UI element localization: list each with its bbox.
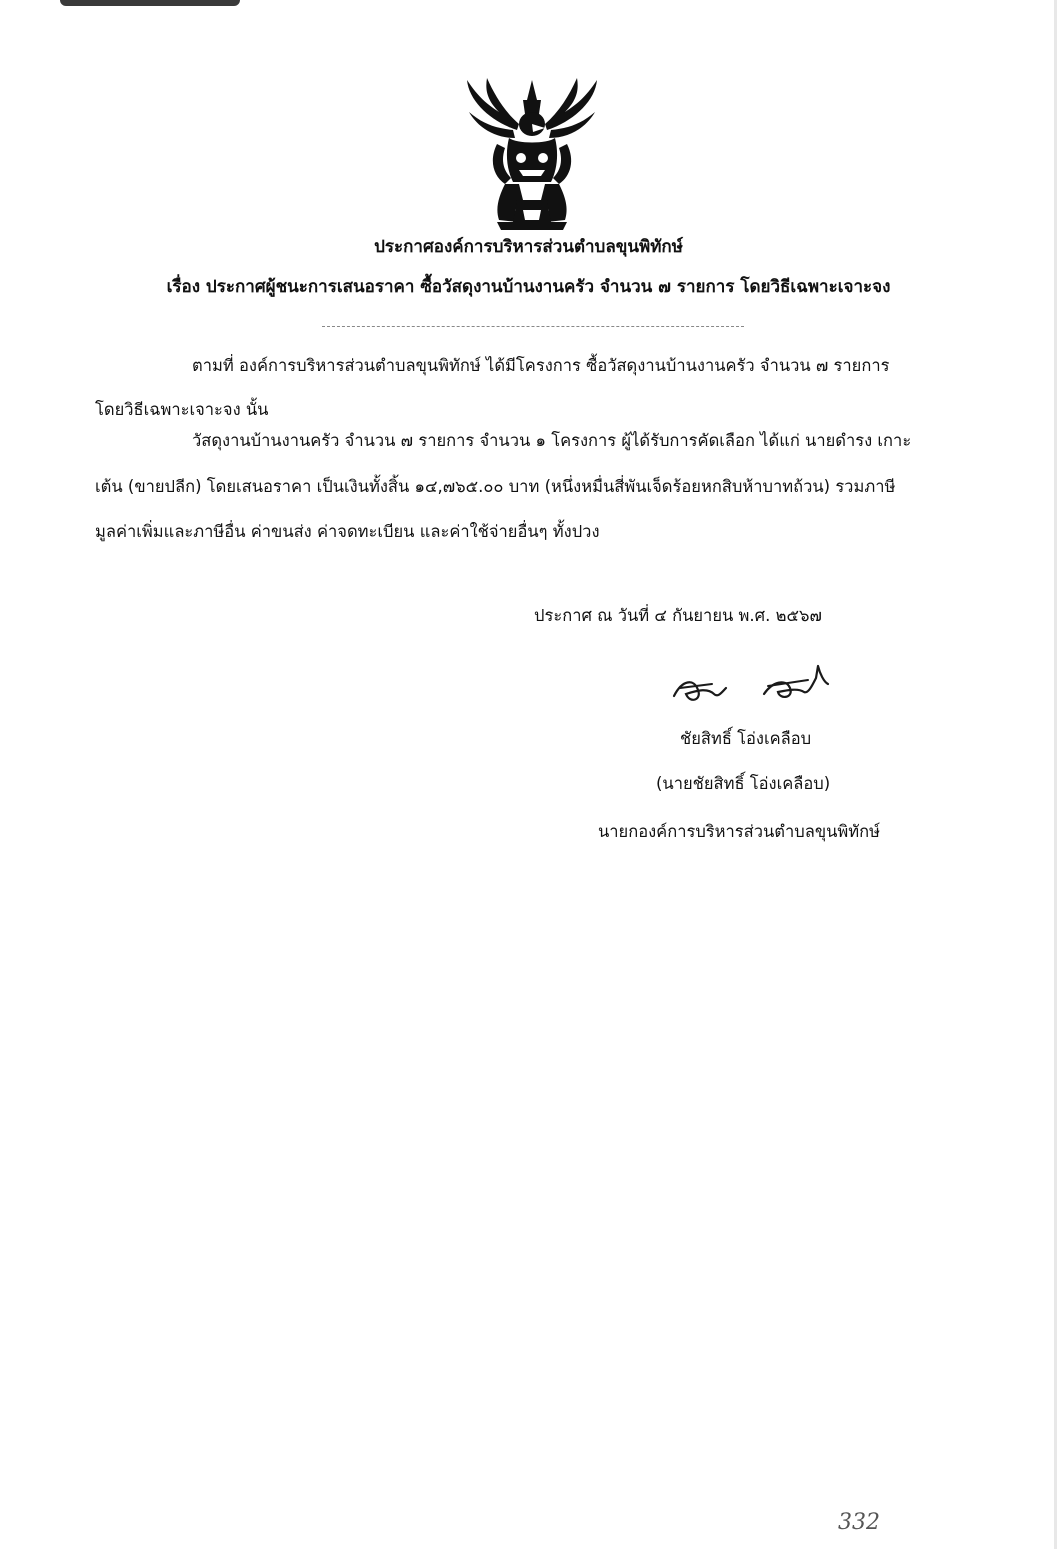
- body-paragraph-line: เต้น (ขายปลีก) โดยเสนอราคา เป็นเงินทั้งสิ้น ๑๔,๗๖๕.๐๐ บาท (หนึ่งหมื่นสี่พันเจ็ดร้อยหกสิบห้าบาทถ้วน) รวมภาษี: [95, 477, 896, 496]
- body-paragraph-line: วัสดุงานบ้านงานครัว จำนวน ๗ รายการ จำนวน ๑ โครงการ ผู้ได้รับการคัดเลือก ได้แก่ นายดำรง เกาะ: [192, 431, 912, 450]
- scan-edge-mark: [60, 0, 240, 6]
- body-paragraph-line: โดยวิธีเฉพาะเจาะจง นั้น: [95, 400, 269, 419]
- signer-name: ชัยสิทธิ์ โอ่งเคลือบ: [680, 729, 812, 748]
- announcement-title: ประกาศองค์การบริหารส่วนตำบลขุนพิทักษ์: [374, 237, 683, 257]
- garuda-emblem-icon: [457, 72, 607, 237]
- signer-position: นายกองค์การบริหารส่วนตำบลขุนพิทักษ์: [598, 822, 881, 841]
- announcement-subject: เรื่อง ประกาศผู้ชนะการเสนอราคา ซื้อวัสดุงานบ้านงานครัว จำนวน ๗ รายการ โดยวิธีเฉพาะเจาะจง: [166, 277, 891, 297]
- title-divider: [322, 326, 744, 327]
- handwritten-page-number: 332: [838, 1510, 880, 1535]
- body-paragraph-line: มูลค่าเพิ่มและภาษีอื่น ค่าขนส่ง ค่าจดทะเบียน และค่าใช้จ่ายอื่นๆ ทั้งปวง: [95, 522, 600, 541]
- body-paragraph-line: ตามที่ องค์การบริหารส่วนตำบลขุนพิทักษ์ ได้มีโครงการ ซื้อวัสดุงานบ้านงานครัว จำนวน ๗ รายการ: [192, 356, 890, 375]
- announcement-date: ประกาศ ณ วันที่ ๔ กันยายน พ.ศ. ๒๕๖๗: [534, 606, 822, 625]
- handwritten-signature-icon: [668, 660, 838, 710]
- signer-full-name: (นายชัยสิทธิ์ โอ่งเคลือบ): [656, 774, 831, 793]
